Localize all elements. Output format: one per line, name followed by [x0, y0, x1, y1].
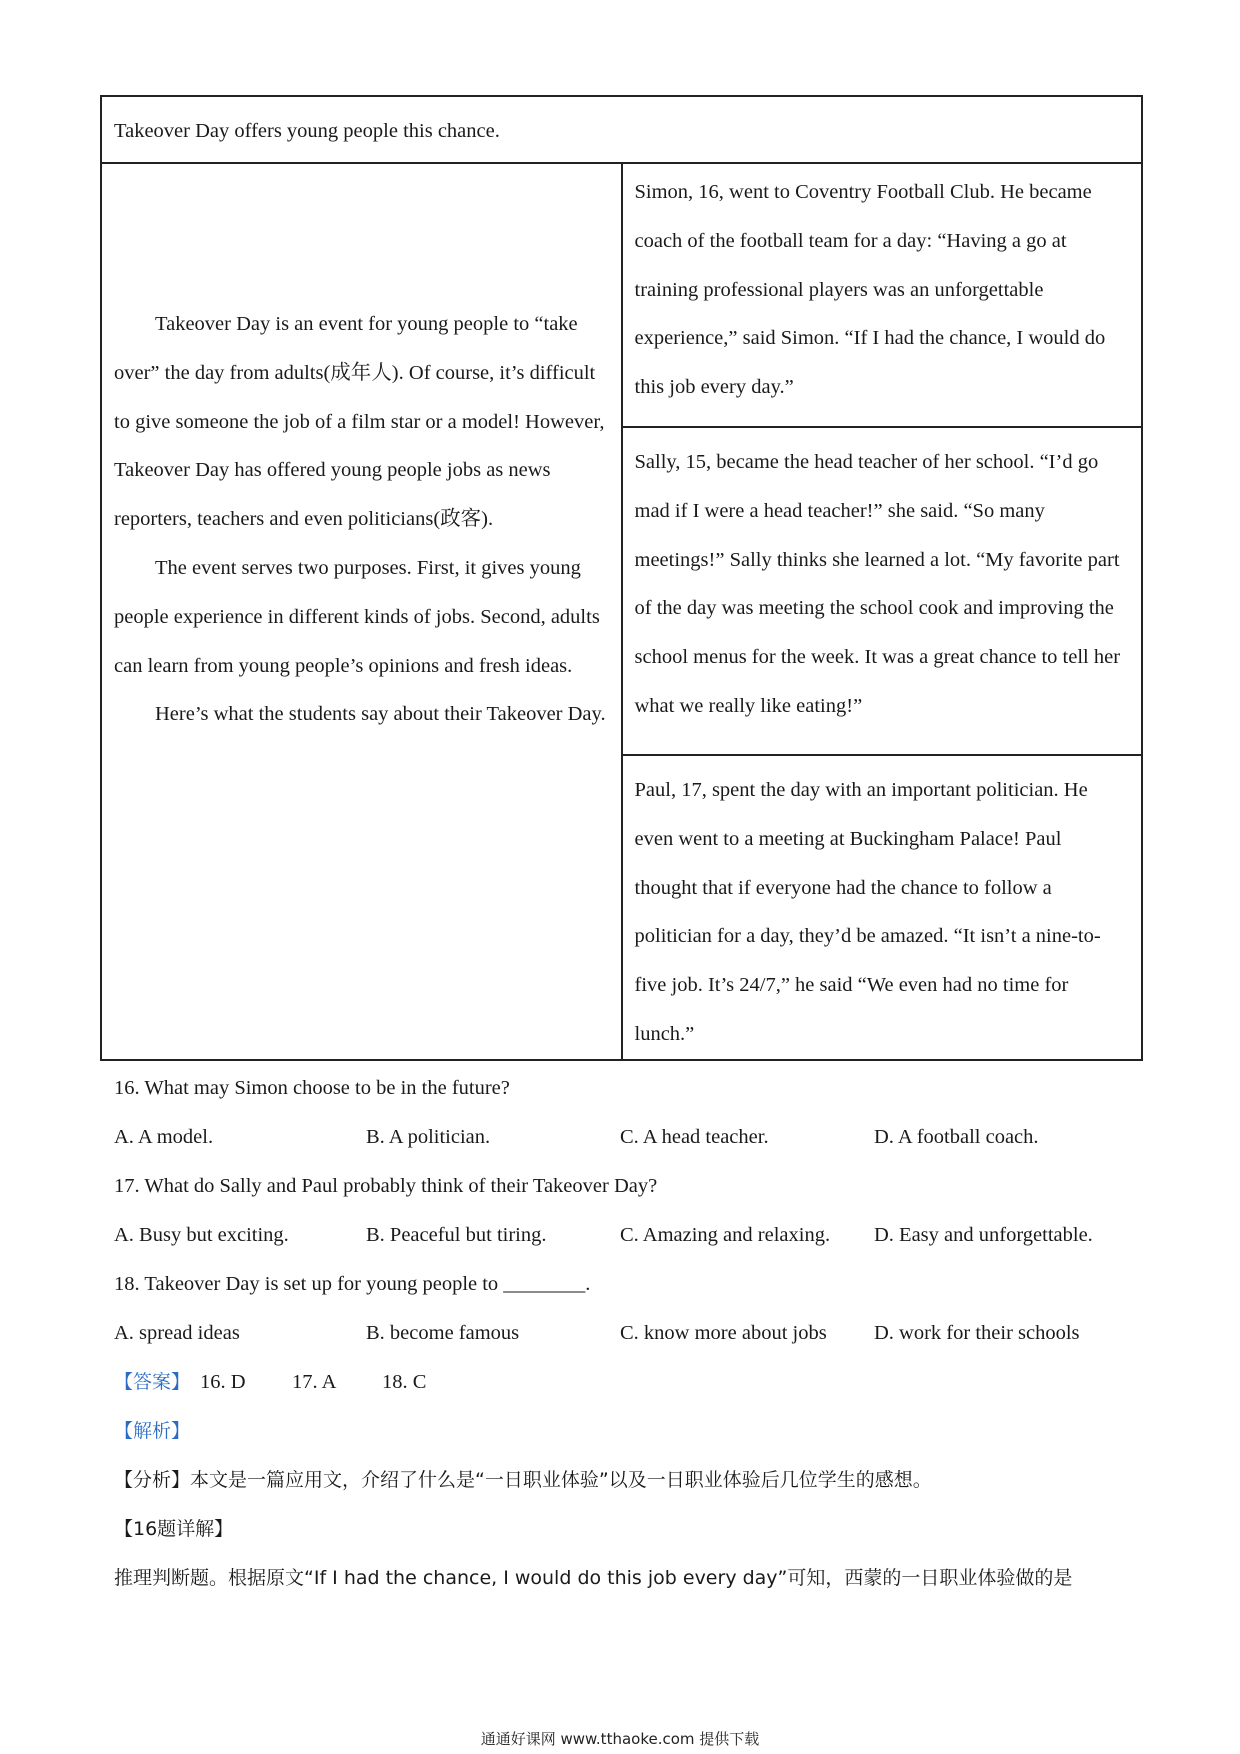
analysis-detail: 推理判断题。根据原文“If I had the chance, I would do this job every day”可知，西蒙的一日职业体验做的是	[114, 1567, 1073, 1589]
question-stem: 18. Takeover Day is set up for young people to ________.	[114, 1273, 591, 1295]
table-header-cell	[101, 96, 1142, 163]
option-c: C. know more about jobs	[620, 1322, 827, 1344]
intro-paragraph: Takeover Day is an event for young people to “take over” the day from adults(成年人). Of course, it’s difficult to give someone the job of a film star or a model! However, Takeover Day has offered young people jobs as news reporters, teachers and even politicians(政客).	[114, 313, 605, 531]
option-b: B. Peaceful but tiring.	[366, 1224, 547, 1246]
option-a: A. spread ideas	[114, 1322, 240, 1344]
option-d: D. Easy and unforgettable.	[874, 1224, 1093, 1246]
answer-item: 18. C	[382, 1371, 427, 1393]
intro-cell	[101, 163, 622, 1060]
option-d: D. work for their schools	[874, 1322, 1080, 1344]
option-b: B. become famous	[366, 1322, 520, 1344]
summary-tag: 【分析】	[114, 1469, 191, 1491]
option-a: A. A model.	[114, 1126, 214, 1148]
option-c: C. A head teacher.	[620, 1126, 769, 1148]
passage-table	[100, 95, 1143, 1061]
option-d: D. A football coach.	[874, 1126, 1039, 1148]
page-footer: 通通好课网 www.tthaoke.com 提供下载	[480, 1730, 760, 1748]
detail-tag: 【16题详解】	[114, 1518, 234, 1540]
analysis-tag: 【解析】	[114, 1420, 191, 1442]
summary-text: 本文是一篇应用文，介绍了什么是“一日职业体验”以及一日职业体验后几位学生的感想。	[190, 1469, 932, 1491]
answer-item: 16. D	[200, 1371, 246, 1393]
intro-paragraph: Here’s what the students say about their Takeover Day.	[155, 703, 606, 726]
story-sally: Sally, 15, became the head teacher of her school. “I’d go mad if I were a head teacher!” she said. “So many meetings!” Sally thinks she learned a lot. “My favorite part of the day was meeting the school cook and improving the school menus for the week. It was a great chance to tell her what we really like eating!”	[623, 426, 1142, 754]
answer-item: 17. A	[292, 1371, 337, 1393]
option-row	[114, 1215, 1134, 1264]
answer-row	[114, 1362, 1134, 1411]
intro-paragraph: The event serves two purposes. First, it gives young people experience in different kinds of jobs. Second, adults can learn from young people’s opinions and fresh ideas.	[114, 556, 600, 677]
question-stem: 17. What do Sally and Paul probably think of their Takeover Day?	[114, 1175, 658, 1197]
table-header-text: Takeover Day offers young people this chance.	[114, 120, 500, 142]
option-b: B. A politician.	[366, 1126, 491, 1148]
analysis-summary	[114, 1460, 1134, 1509]
option-c: C. Amazing and relaxing.	[620, 1224, 831, 1246]
story-paul: Paul, 17, spent the day with an important politician. He even went to a meeting at Buckingham Palace! Paul thought that if everyone had the chance to follow a politician for a day, they’d be amazed. “It isn’t a nine-to-five job. It’s 24/7,” he said “We even had no time for lunch.”	[623, 754, 1142, 1059]
option-a: A. Busy but exciting.	[114, 1224, 289, 1246]
stories-cell	[622, 163, 1143, 1060]
story-simon: Simon, 16, went to Coventry Football Club. He became coach of the football team for a day: “Having a go at training professional players was an unforgettable experience,” said Simon. “If I had the chance, I would do this job every day.”	[634, 181, 1106, 399]
option-row	[114, 1313, 1134, 1362]
answer-tag: 【答案】	[114, 1371, 191, 1393]
question-stem: 16. What may Simon choose to be in the future?	[114, 1077, 510, 1099]
option-row	[114, 1117, 1134, 1166]
questions-section	[114, 1068, 1134, 1607]
